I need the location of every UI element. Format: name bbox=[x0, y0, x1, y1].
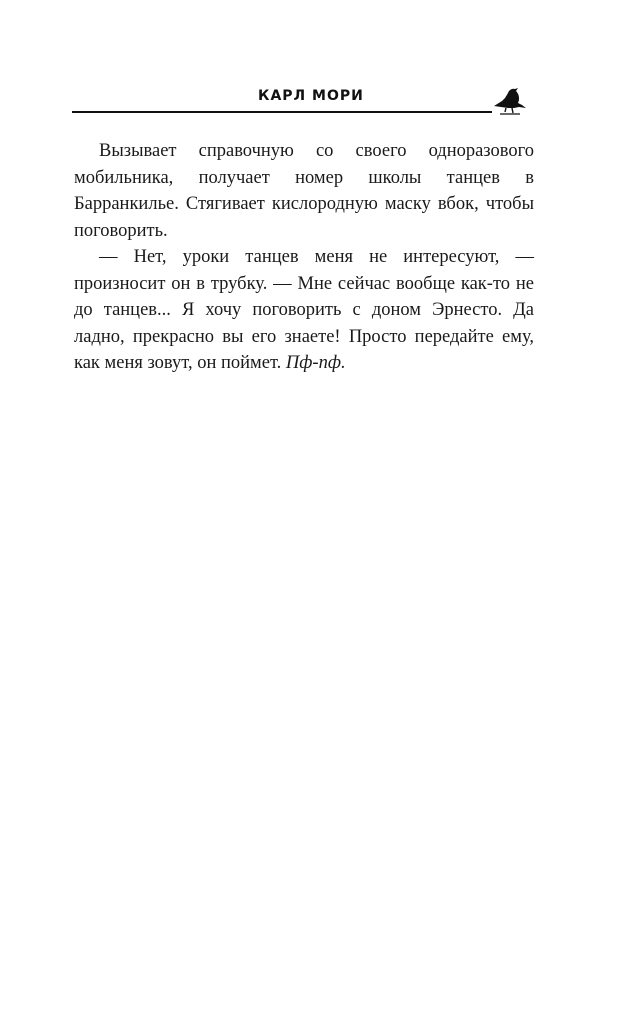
paragraph-1 bbox=[74, 138, 534, 244]
page-text bbox=[74, 138, 534, 377]
header-rule bbox=[72, 111, 492, 113]
author-name: КАРЛ МОРИ bbox=[258, 88, 364, 104]
running-head bbox=[0, 84, 634, 114]
crow-icon bbox=[492, 84, 530, 118]
paragraph-1-text: Вызывает справочную со своего одноразового мобильника, получает номер школы танцев в Барранкилье. Стягивает кислородную маску вбок, чтобы поговорить. bbox=[74, 141, 534, 241]
paragraph-2-text: — Нет, уроки танцев меня не интересуют, — произносит он в трубку. — Мне сейчас вообще как-то не до танцев... Я хочу поговорить с доном Эрнесто. Да ладно, прекрасно вы его знаете! Просто передайте ему, как меня зовут, он поймет. bbox=[74, 247, 534, 373]
paragraph-2-emphasis: Пф-пф. bbox=[285, 353, 346, 373]
paragraph-2 bbox=[74, 244, 534, 377]
